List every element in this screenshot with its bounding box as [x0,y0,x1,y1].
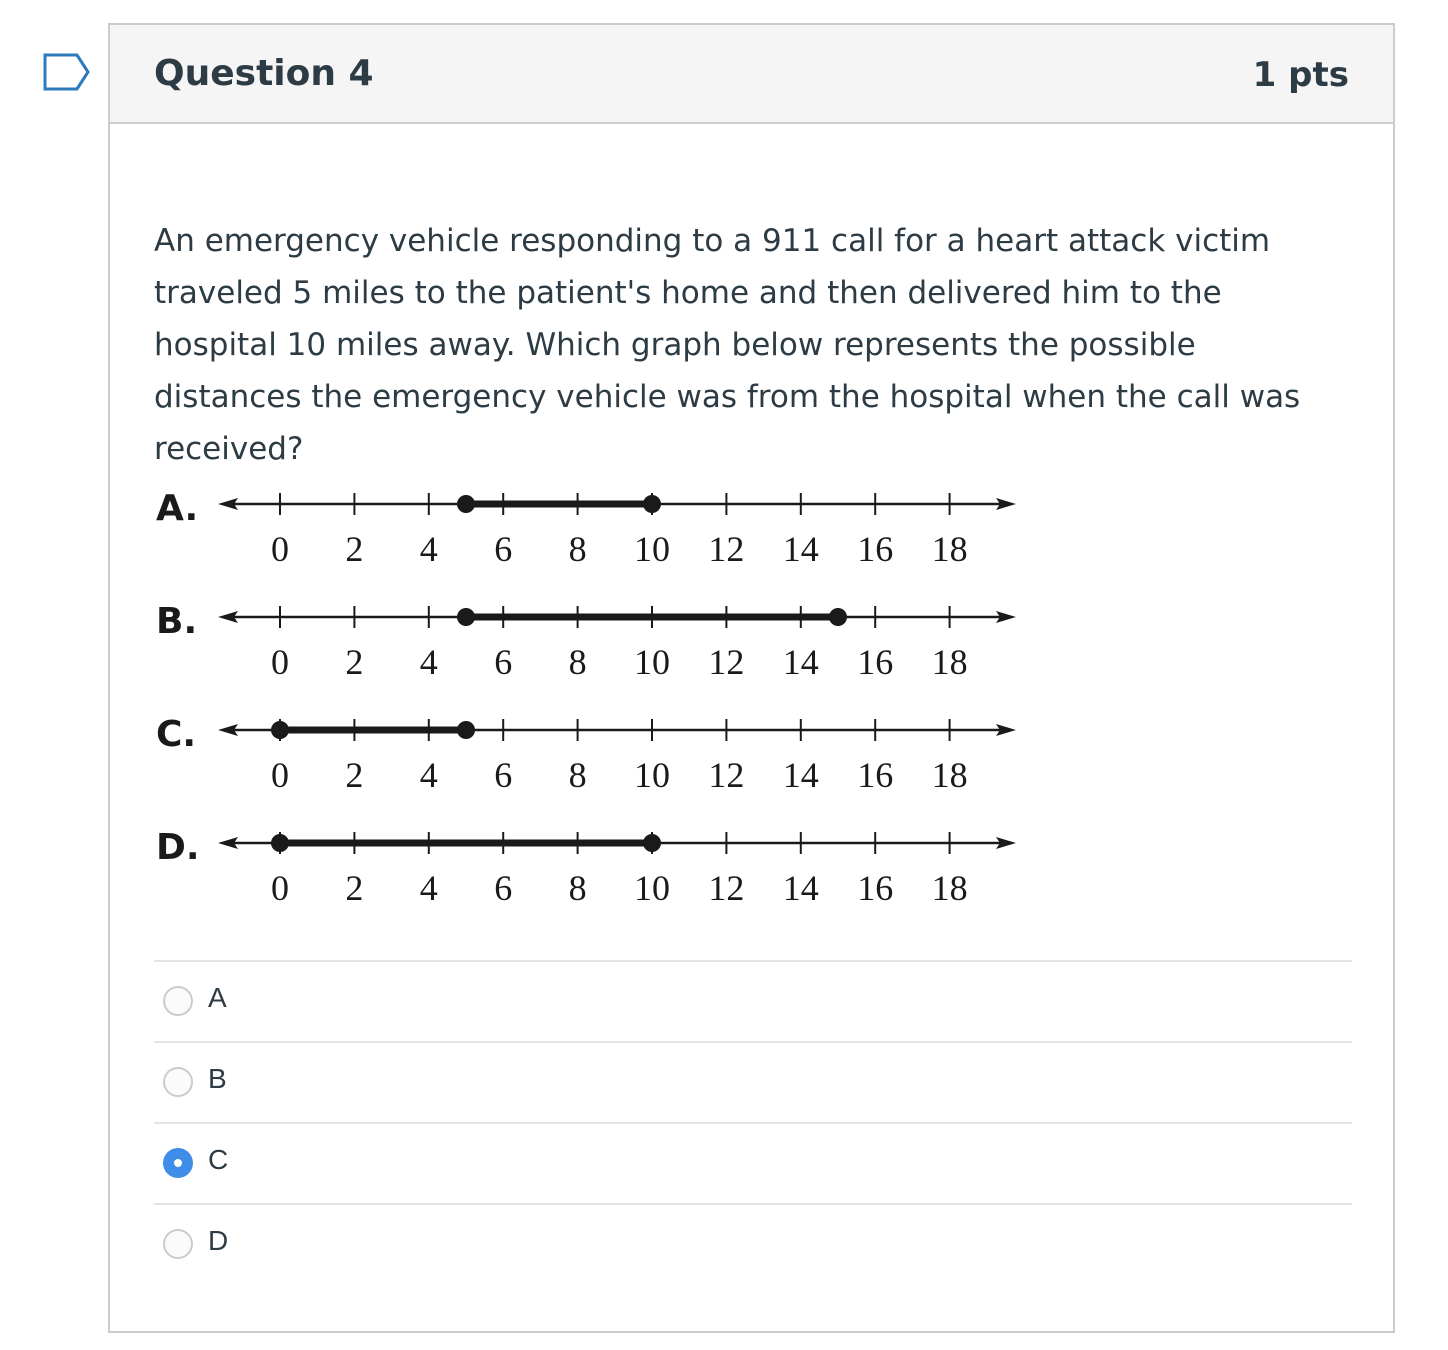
tick-label: 18 [931,868,968,908]
answer-radio[interactable] [163,1229,193,1259]
tick-label: 2 [345,868,364,908]
answer-radio[interactable] [163,1148,193,1178]
graph-option-label: D. [156,827,200,868]
graph-option-a [156,488,1016,569]
closed-endpoint [271,721,289,739]
tick-label: 4 [419,529,438,569]
answer-label: A [208,982,227,1013]
tick-label: 16 [857,868,894,908]
tick-label: 0 [271,529,289,569]
question-card [108,23,1395,1333]
graph-option-d [156,827,1016,908]
answer-label: D [208,1225,229,1256]
answer-radio[interactable] [163,986,193,1016]
answer-label: C [208,1144,229,1175]
graph-option-label: B. [156,601,198,642]
answer-option-b[interactable] [154,1041,1352,1122]
tick-label: 18 [931,642,968,682]
closed-endpoint [271,834,289,852]
tick-label: 6 [494,755,513,795]
tick-label: 2 [345,529,364,569]
tick-label: 16 [857,529,894,569]
closed-endpoint [457,721,475,739]
tick-label: 12 [708,529,745,569]
tick-label: 10 [634,642,670,682]
tick-label: 2 [345,755,364,795]
closed-endpoint [643,834,661,852]
tick-label: 8 [568,642,587,682]
graph-option-b [156,601,1016,682]
tick-label: 4 [419,868,438,908]
question-points: 1 pts [1252,55,1349,95]
number-line-graphs [154,462,1034,922]
graph-option-label: C. [156,714,197,755]
tick-label: 14 [782,642,819,682]
tick-label: 6 [494,642,513,682]
tick-label: 10 [634,868,670,908]
tick-label: 4 [419,642,438,682]
closed-endpoint [643,495,661,513]
tick-label: 0 [271,868,289,908]
question-title: Question 4 [154,53,374,94]
tick-label: 8 [568,529,587,569]
tick-label: 16 [857,755,894,795]
answer-radio[interactable] [163,1067,193,1097]
question-text: An emergency vehicle responding to a 911 call for a heart attack victim traveled 5 miles to the patient's home and then delivered him to the hospital 10 miles away. Which graph below represents the possible distances the emergency vehicle was from the hospital when the call was received? [154,223,1301,467]
tick-label: 12 [708,642,745,682]
tick-label: 18 [931,529,968,569]
tick-label: 6 [494,868,513,908]
tick-label: 16 [857,642,894,682]
tick-label: 8 [568,755,587,795]
closed-endpoint [829,608,847,626]
tick-label: 0 [271,755,289,795]
answer-option-d[interactable] [154,1203,1352,1284]
answer-option-c[interactable] [154,1122,1352,1203]
answer-label: B [208,1063,227,1094]
tick-label: 8 [568,868,587,908]
closed-endpoint [457,608,475,626]
tick-label: 10 [634,529,670,569]
tick-label: 4 [419,755,438,795]
tick-label: 6 [494,529,513,569]
tick-label: 18 [931,755,968,795]
tick-label: 14 [782,529,819,569]
graph-option-c [156,714,1016,795]
answer-option-a[interactable] [154,960,1352,1041]
tick-label: 0 [271,642,289,682]
tick-label: 2 [345,642,364,682]
closed-endpoint [457,495,475,513]
tick-label: 12 [708,755,745,795]
tick-label: 14 [782,755,819,795]
question-header [110,25,1393,124]
answer-list [154,960,1352,1284]
flag-question-icon[interactable] [43,53,91,91]
tick-label: 14 [782,868,819,908]
graph-option-label: A. [156,488,199,529]
tick-label: 12 [708,868,745,908]
tick-label: 10 [634,755,670,795]
